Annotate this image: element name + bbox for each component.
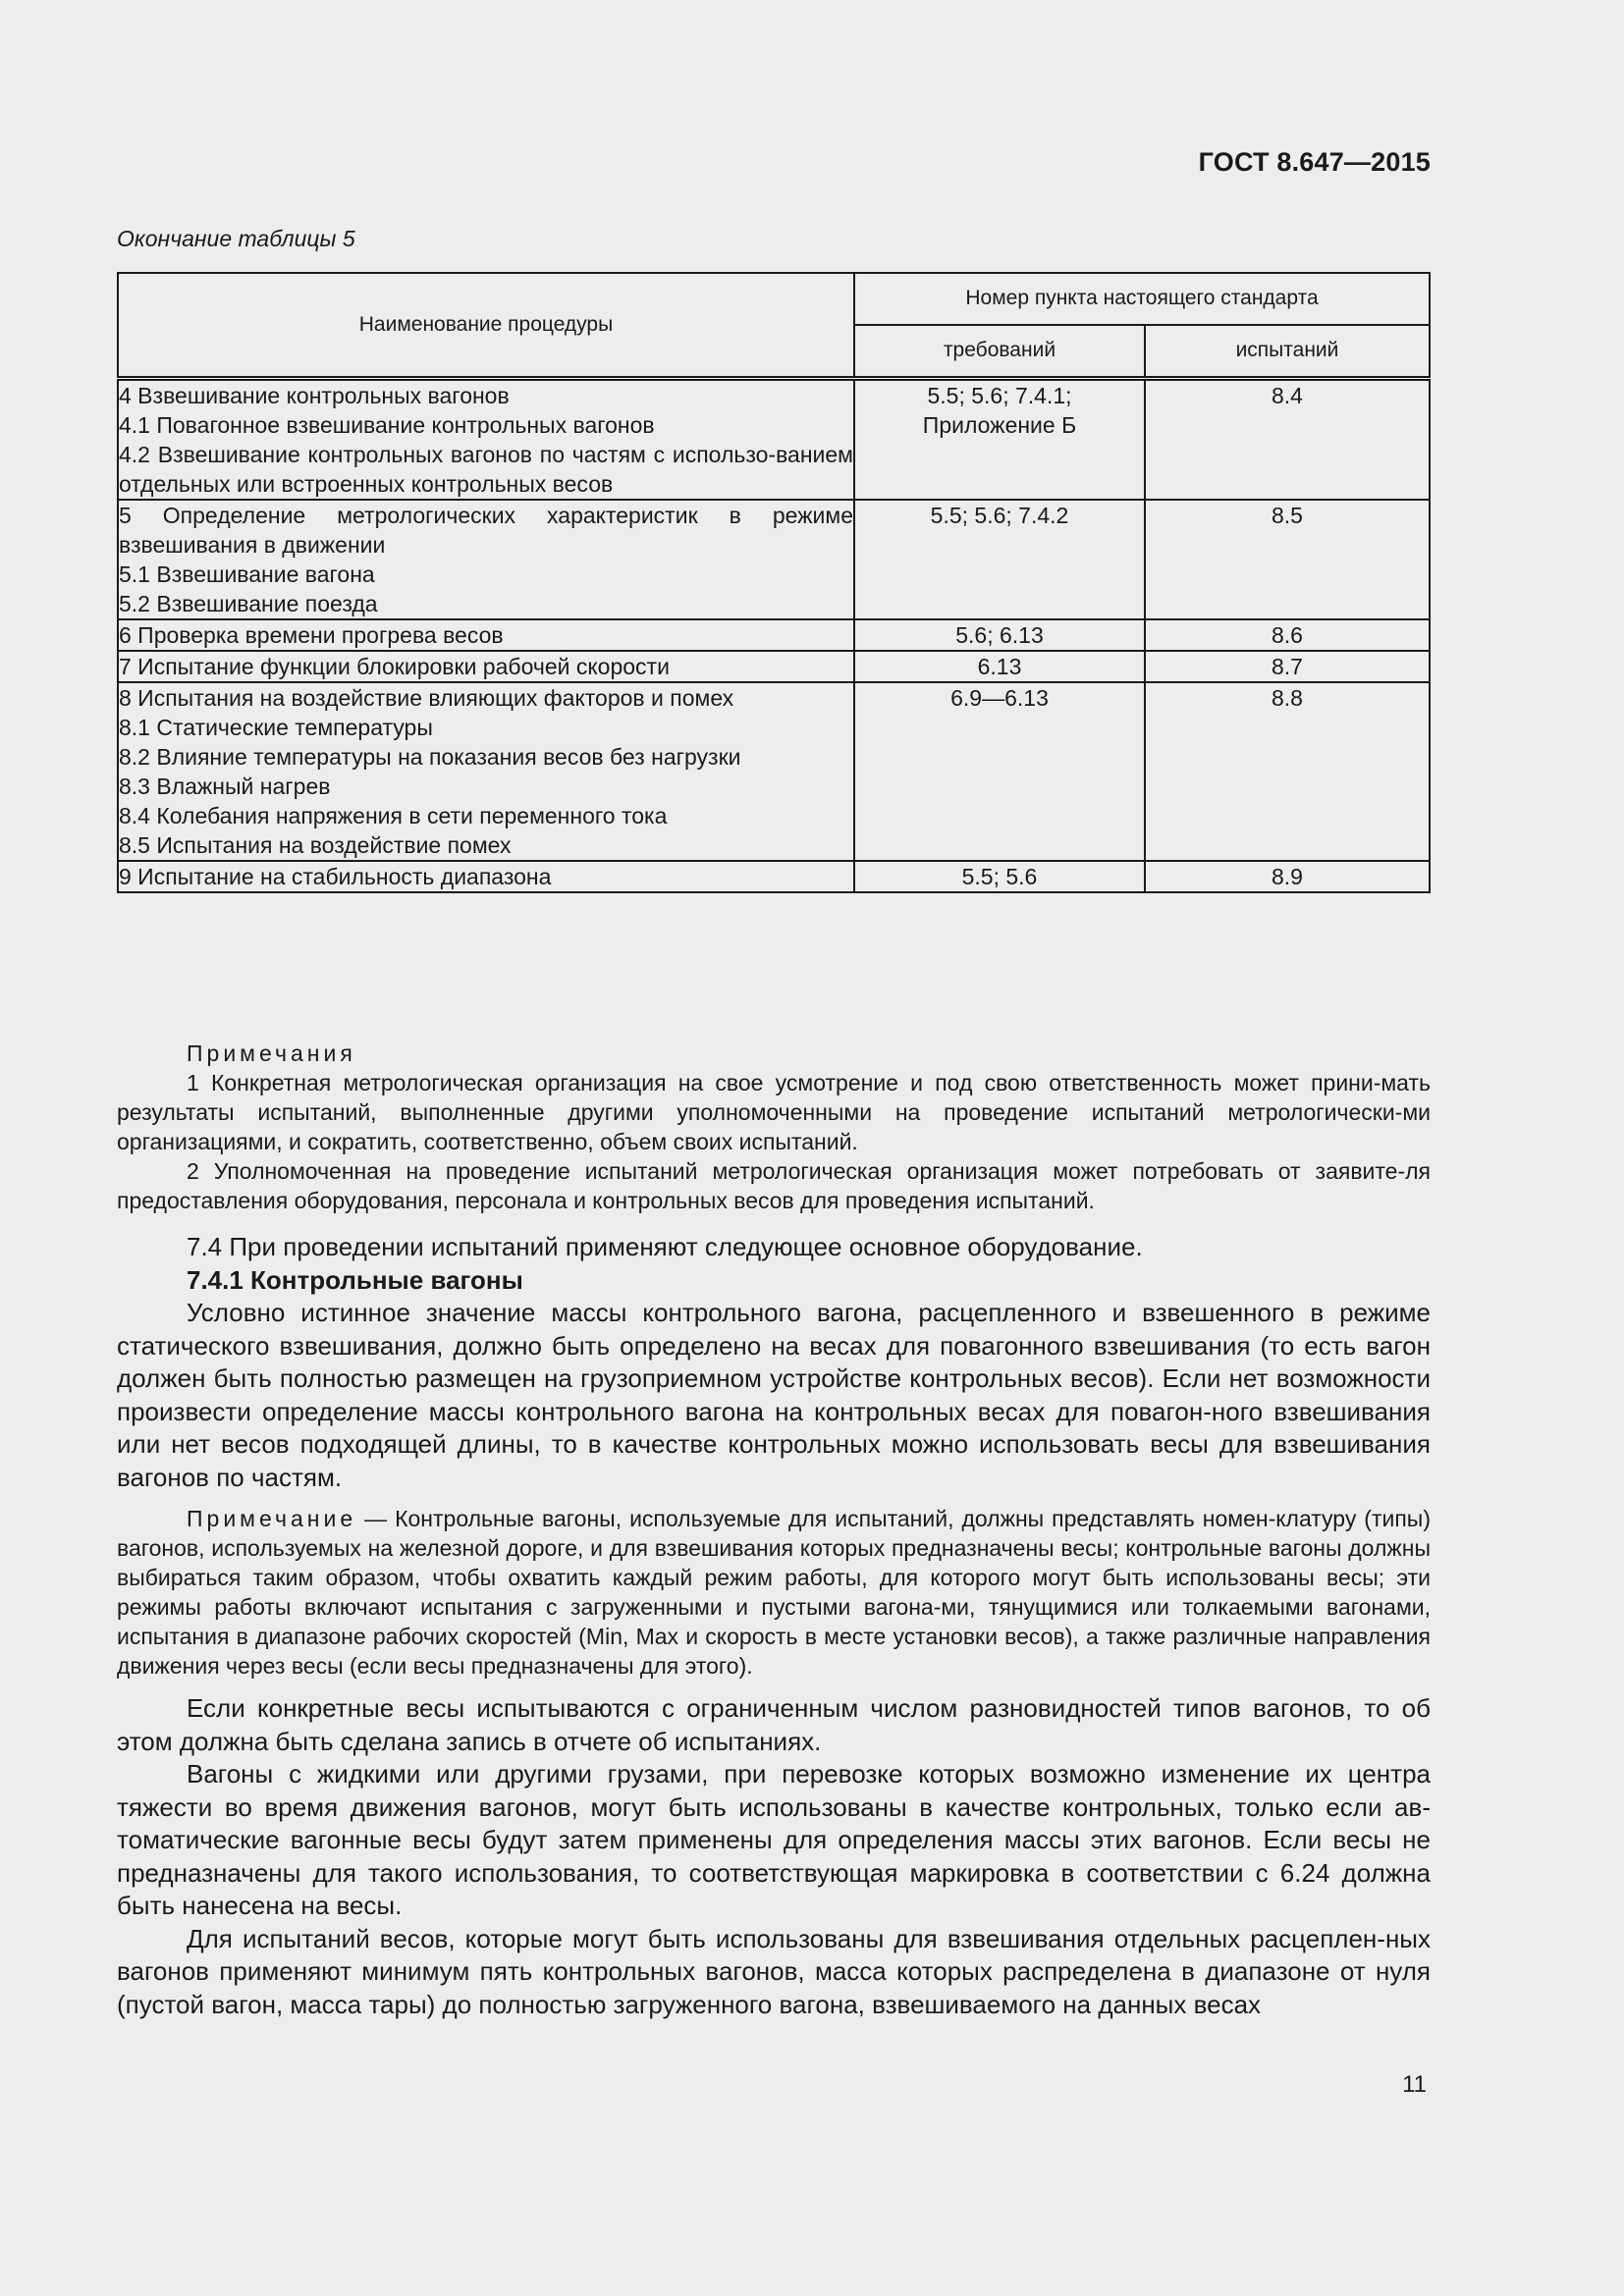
procedure-line: 5 Определение метрологических характеристик в режиме взвешивания в движении <box>119 503 853 558</box>
table-body <box>118 379 1430 893</box>
procedure-cell <box>118 682 854 861</box>
procedure-line: 8.5 Испытания на воздействие помех <box>119 832 512 858</box>
table-row <box>118 651 1430 682</box>
notes-heading: Примечания <box>187 1041 356 1066</box>
note-label: Примечание <box>187 1506 357 1531</box>
procedure-line: 5.1 Взвешивание вагона <box>119 561 375 587</box>
requirements-cell <box>854 500 1145 619</box>
procedure-line: 8.3 Влажный нагрев <box>119 774 331 799</box>
requirements-cell <box>854 651 1145 682</box>
procedure-line: 8.1 Статические температуры <box>119 715 433 740</box>
paragraph: Условно истинное значение массы контрольного вагона, расцепленного и взвешенного в режиме статического взвешивания, должно быть определено на весах для повагонного взвешивания (то есть вагон должен быть полностью размещен на грузоприемном устройстве контрольных весов). Если нет возможности произвести определение массы контрольного вагона на контрольных весах для повагон-ного взвешивания или нет весов подходящей длины, то в качестве контрольных можно использовать весы для взвешивания вагонов по частям. <box>117 1298 1431 1492</box>
table-row <box>118 861 1430 892</box>
procedure-cell <box>118 379 854 501</box>
procedure-cell <box>118 500 854 619</box>
table-row <box>118 682 1430 861</box>
tests-cell: 8.6 <box>1145 619 1430 651</box>
requirements-line: 5.5; 5.6 <box>961 864 1038 889</box>
procedure-line: 4.2 Взвешивание контрольных вагонов по частям с использо-ванием отдельных или встроенных контрольных весов <box>119 442 853 497</box>
requirements-line: 6.9—6.13 <box>950 685 1049 711</box>
requirements-cell <box>854 619 1145 651</box>
paragraph: Если конкретные весы испытываются с ограниченным числом разновидностей типов вагонов, то об этом должна быть сделана запись в отчете об испытаниях. <box>117 1693 1431 1756</box>
procedure-cell <box>118 861 854 892</box>
tests-cell: 8.5 <box>1145 500 1430 619</box>
tests-cell: 8.7 <box>1145 651 1430 682</box>
heading-7-4-1: 7.4.1 Контрольные вагоны <box>187 1264 523 1295</box>
table-caption: Окончание таблицы 5 <box>117 226 355 251</box>
note-text: — Контрольные вагоны, используемые для испытаний, должны представлять номен-клатуру (типы) вагонов, используемых на железной дороге, и для взвешивания которых предназначены весы; контрольные вагоны должны выбираться таким образом, чтобы охватить каждый режим работы, для которого могут быть использованы весы; эти режимы работы включают испытания с загруженными и пустыми вагона-ми, тянущимися или толкаемыми вагонами, испытания в диапазоне рабочих скоростей (Min, Max и скорость в месте установки весов), а также различные направления движения через весы (если весы предназначены для этого). <box>117 1506 1431 1679</box>
section-note <box>117 1504 1431 1681</box>
standard-id: ГОСТ 8.647—2015 <box>1198 147 1431 177</box>
notes-block <box>117 1039 1431 1215</box>
procedure-cell <box>118 619 854 651</box>
table-row <box>118 379 1430 501</box>
procedure-line: 9 Испытание на стабильность диапазона <box>119 864 552 889</box>
tests-cell: 8.4 <box>1145 379 1430 501</box>
col-header-procedure: Наименование процедуры <box>118 273 854 379</box>
requirements-line: 5.5; 5.6; 7.4.2 <box>930 503 1069 528</box>
procedure-line: 6 Проверка времени прогрева весов <box>119 622 504 648</box>
tests-cell: 8.8 <box>1145 682 1430 861</box>
requirements-line: 5.6; 6.13 <box>955 622 1044 648</box>
paragraph: Вагоны с жидкими или другими грузами, при перевозке которых возможно изменение их центра тяжести во время движения вагонов, могут быть использованы в качестве контрольных, только если ав-томатические вагонные весы будут затем применены для определения массы этих вагонов. Если весы не предназначены для такого использования, то соответствующая маркировка в соответствии с 6.24 должна быть нанесена на весы. <box>117 1759 1431 1920</box>
procedure-line: 8.4 Колебания напряжения в сети переменного тока <box>119 803 668 828</box>
procedure-line: 4 Взвешивание контрольных вагонов <box>119 383 510 408</box>
procedure-line: 4.1 Повагонное взвешивание контрольных вагонов <box>119 412 655 438</box>
procedure-line: 5.2 Взвешивание поезда <box>119 591 378 616</box>
requirements-cell <box>854 379 1145 501</box>
table-row <box>118 619 1430 651</box>
requirements-line: 5.5; 5.6; 7.4.1; <box>927 383 1072 408</box>
col-header-group: Номер пункта настоящего стандарта <box>854 273 1430 325</box>
paragraph: Для испытаний весов, которые могут быть использованы для взвешивания отдельных расцеплен-ных вагонов применяют минимум пять контрольных вагонов, масса которых распределена в диапазоне от нуля (пустой вагон, масса тары) до полностью загруженного вагона, взвешиваемого на данных весах <box>117 1923 1431 2019</box>
col-header-requirements: требований <box>854 325 1145 379</box>
col-header-tests: испытаний <box>1145 325 1430 379</box>
requirements-line: 6.13 <box>977 654 1022 679</box>
tests-cell: 8.9 <box>1145 861 1430 892</box>
note-item: 2 Уполномоченная на проведение испытаний метрологическая организация может потребовать от заявите-ля предоставления оборудования, персонала и контрольных весов для проведения испытаний. <box>117 1158 1431 1213</box>
procedure-cell <box>118 651 854 682</box>
procedure-line: 8.2 Влияние температуры на показания весов без нагрузки <box>119 744 741 770</box>
requirements-cell <box>854 682 1145 861</box>
section-7-4 <box>117 1231 1431 2021</box>
note-item: 1 Конкретная метрологическая организация на свое усмотрение и под свою ответственность может прини-мать результаты испытаний, выполненные другими уполномоченными на проведение испытаний метрологически-ми организациями, и сократить, соответственно, объем своих испытаний. <box>117 1070 1431 1154</box>
table-row <box>118 500 1430 619</box>
procedure-line: 7 Испытание функции блокировки рабочей скорости <box>119 654 670 679</box>
paragraph-7-4: 7.4 При проведении испытаний применяют следующее основное оборудование. <box>187 1232 1143 1261</box>
requirements-cell <box>854 861 1145 892</box>
procedures-table <box>117 272 1431 893</box>
page-number: 11 <box>1402 2071 1427 2098</box>
procedure-line: 8 Испытания на воздействие влияющих факторов и помех <box>119 685 734 711</box>
requirements-line: Приложение Б <box>922 412 1077 438</box>
